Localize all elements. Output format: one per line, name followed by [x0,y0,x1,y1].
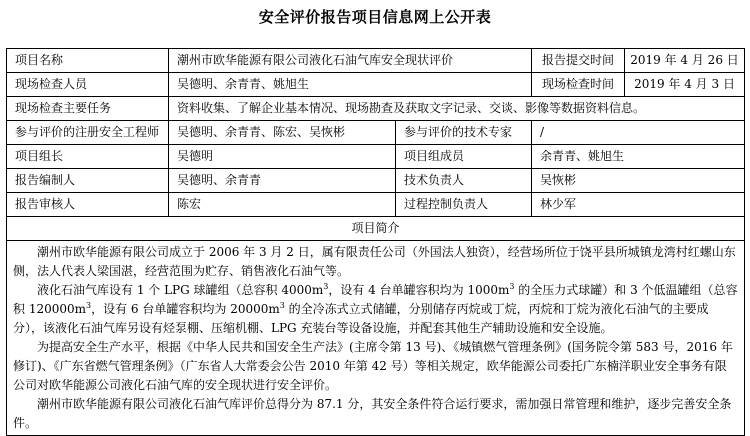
experts-label: 参与评价的技术专家 [396,121,532,145]
members-label: 项目组成员 [396,145,532,169]
summary-text: ，设有 4 台单罐容积均为 1000m [328,283,510,297]
project-name-value: 潮州市欧华能源有限公司液化石油气库安全现状评价 [169,49,532,73]
tech-lead-value: 吴恢彬 [532,169,745,193]
summary-paragraph: 潮州市欧华能源有限公司成立于 2006 年 3 月 2 日，属有限责任公司（外国法人独资），经营场所位于饶平县所城镇龙湾村红螺山东侧，法人代表人梁国湛，经营范围为贮存、销售液化石油气等。 [13,245,736,278]
page-title: 安全评价报告项目信息网上公开表 [258,8,492,26]
superscript: 3 [279,301,285,310]
tasks-label: 现场检查主要任务 [7,97,169,121]
tech-lead-label: 技术负责人 [396,169,532,193]
table-row [7,121,745,145]
summary-text: 的全压力式球罐）和 3 个低温罐组（总容积 120000m [13,283,738,316]
project-name-label: 项目名称 [7,49,169,73]
table-row [7,145,745,169]
table-row [7,73,745,97]
table-row [7,97,745,121]
summary-paragraph: 为提高安全生产水平，根据《中华人民共和国安全生产法》(主席令第 13 号)、《城镇燃气管理条例》(国务院令第 583 号，2016 年修订)、《广东省燃气管理条例》（广东省人大常委会公告 2010 年第 42 号）等相关规定，欧华能源公司委托广东楠洋职业安全事务有限公司对欧华能源公司液化石油气库的安全现状进行安全评价。 [13,340,733,392]
process-control-value: 林少军 [532,193,745,217]
superscript: 3 [86,301,92,310]
superscript: 3 [509,282,515,291]
superscript: 3 [323,282,329,291]
table-row [7,169,745,193]
summary-paragraph: 潮州市欧华能源有限公司液化石油气库评价总得分为 87.1 分，其安全条件符合运行要求，需加强日常管理和维护，逐步完善安全条件。 [13,397,732,430]
inspection-time-label: 现场检查时间 [532,73,625,97]
members-value: 余青青、姚旭生 [532,145,745,169]
leader-value: 吴德明 [169,145,396,169]
reviewer-value: 陈宏 [169,193,396,217]
table-row [7,49,745,73]
inspectors-value: 吴德明、余青青、姚旭生 [169,73,532,97]
engineers-label: 参与评价的注册安全工程师 [7,121,169,145]
leader-label: 项目组长 [7,145,169,169]
table-row [7,241,745,436]
submit-time-value: 2019 年 4 月 26 日 [625,49,745,73]
inspectors-label: 现场检查人员 [7,73,169,97]
table-row [7,217,745,241]
summary-paragraph [13,281,738,338]
summary-body [7,241,745,436]
compiler-label: 报告编制人 [7,169,169,193]
summary-text: 液化石油气库设有 1 个 LPG 球罐组（总容积 4000m [37,283,324,297]
submit-time-label: 报告提交时间 [532,49,625,73]
summary-heading: 项目简介 [7,217,745,241]
summary-text: ，设有 6 台单罐容积均为 20000m [91,302,280,316]
tasks-value: 资料收集、了解企业基本情况、现场勘查及获取文字记录、交谈、影像等数据资料信息。 [169,97,745,121]
project-info-table [6,48,745,436]
reviewer-label: 报告审核人 [7,193,169,217]
experts-value: / [532,121,745,145]
inspection-time-value: 2019 年 4 月 3 日 [625,73,745,97]
summary-text: 的全冷冻式立式储罐，分别储存丙烷或丁烷，丙烷和丁烷为液化石油气的主要成分），该液化石油气库另设有烃泵棚、压缩机棚、LPG 充装台等设备设施，并配套其他生产辅助设施和安全设施。 [13,302,709,335]
compiler-value: 吴德明、余青青 [169,169,396,193]
engineers-value: 吴德明、余青青、陈宏、吴恢彬 [169,121,396,145]
process-control-label: 过程控制负责人 [396,193,532,217]
table-row [7,193,745,217]
